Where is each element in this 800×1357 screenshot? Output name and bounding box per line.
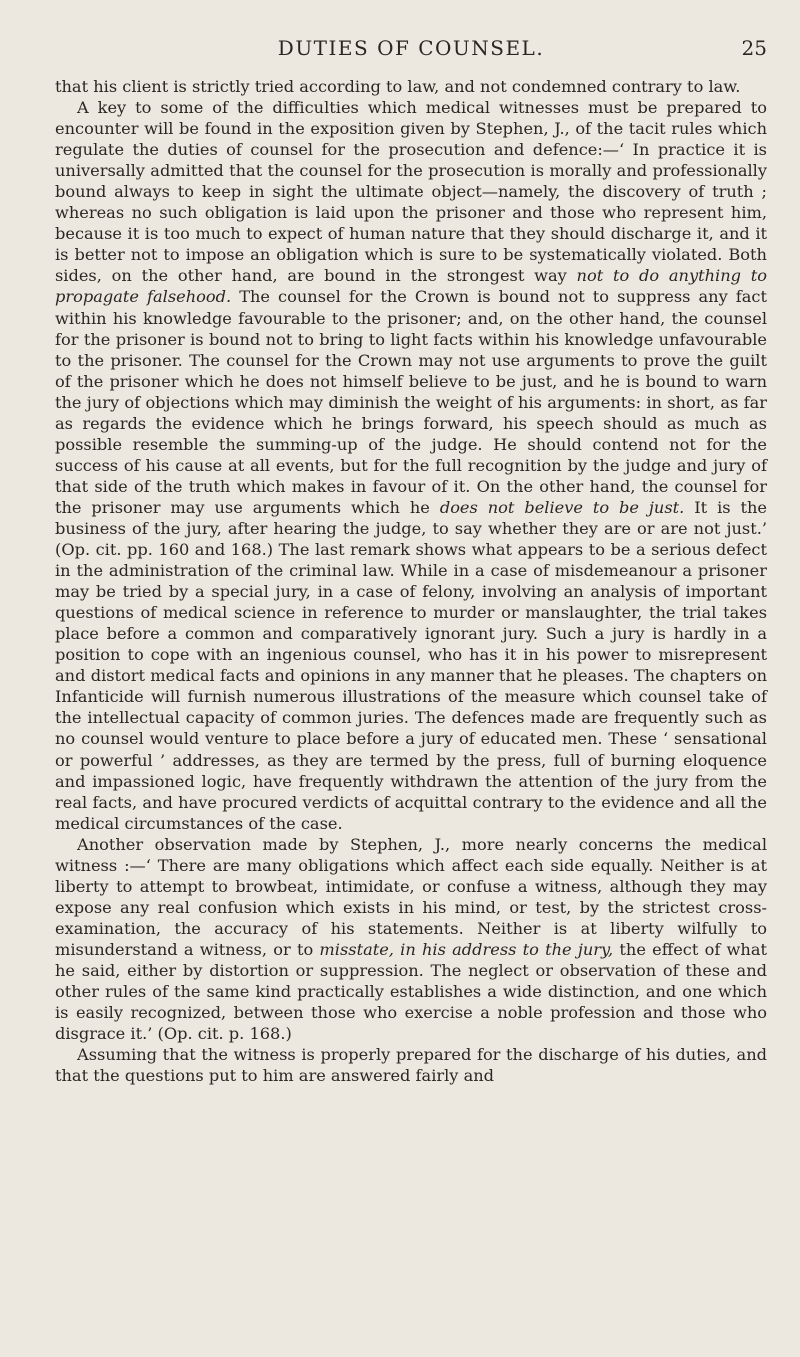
running-head: DUTIES OF COUNSEL. [277,36,545,60]
paragraph-4 [55,1044,767,1086]
text-run: Another observation made by Stephen, J., more nearly concerns the medical witness :—‘ There are many obligations which affect each side equally. Neither is at liberty to attempt to browbeat, intimidate, or confuse a witness, although they may expose any real confusion which exists in his mind, or test, by the strictest cross-examination, the accuracy of his statements. Neither is at liberty wilfully to misunderstand a witness, or to [55,834,767,959]
text-run: A key to some of the difficulties which medical witnesses must be prepared to encounter will be found in the exposition given by Stephen, J., of the tacit rules which regulate the duties of counsel for the prosecution and defence:—‘ In practice it is universally admitted that the counsel for the prosecution is morally and professionally bound always to keep in sight the ultimate object—namely, the discovery of truth ; whereas no such obligation is laid upon the prisoner and those who represent him, because it is too much to expect of human nature that they should discharge it, and it is better not to impose an obligation which is sure to be systematically violated. Both sides, on the other hand, are bound in the strongest way [55,98,767,286]
body-text [55,76,767,1086]
text-run: It is the business of the jury, after hearing the judge, to say whether they are or are not just.’ (Op. cit. pp. 160 and 168.) The last remark shows what appears to be a serious defect in the administration of the criminal law. While in a case of misdemeanour a prisoner may be tried by a special jury, in a case of felony, involving an analysis of important questions of medical science in reference to murder or manslaughter, the trial takes place before a common and comparatively ignorant jury. Such a jury is hardly in a position to cope with an ingenious counsel, who has it in his power to misrepresent and distort medical facts and opinions in any manner that he pleases. The chapters on Infanticide will furnish numerous illustrations of the measure which counsel take of the intellectual capacity of common juries. The defences made are frequently such as no counsel would venture to place before a jury of educated men. These ‘ sensational or powerful ’ addresses, as they are termed by the press, full of burning eloquence and impassioned logic, have frequently withdrawn the attention of the jury from the real facts, and have procured verdicts of acquittal contrary to the evidence and all the medical circumstances of the case. [55,497,767,833]
italic-run: misstate, in his address to the jury, [319,939,614,959]
text-run: the effect of what he said, either by distortion or suppression. The neglect or observation of these and other rules of the same kind practically establishes a wide distinction, and one which is easily recognized, between those who exercise a noble profession and those who disgrace it.’ (Op. cit. p. 168.) [55,939,767,1044]
italic-run: does not believe to be just. [439,497,685,517]
page-header [55,36,767,76]
paragraph-1 [55,76,767,97]
text-run: that his client is strictly tried according to law, and not condemned contrary to law. [55,77,741,96]
book-page [55,36,767,1086]
text-run: Assuming that the witness is properly prepared for the discharge of his duties, and that the questions put to him are answered fairly and [55,1045,767,1086]
paragraph-2 [55,97,767,834]
italic-run: not to do anything to propagate falsehood. [55,266,767,307]
paragraph-3 [55,834,767,1044]
text-run: The counsel for the Crown is bound not to suppress any fact within his knowledge favourable to the prisoner; and, on the other hand, the counsel for the prisoner is bound not to bring to light facts within his knowledge unfavourable to the prisoner. The counsel for the Crown may not use arguments to prove the guilt of the prisoner which he does not himself believe to be just, and he is bound to warn the jury of objections which may diminish the weight of his arguments: in short, as far as regards the evidence which he brings forward, his speech should as much as possible resemble the summing-up of the judge. He should contend not for the success of his cause at all events, but for the full recognition by the judge and jury of that side of the truth which makes in favour of it. On the other hand, the counsel for the prisoner may use arguments which he [55,287,767,517]
page-number: 25 [741,36,767,60]
